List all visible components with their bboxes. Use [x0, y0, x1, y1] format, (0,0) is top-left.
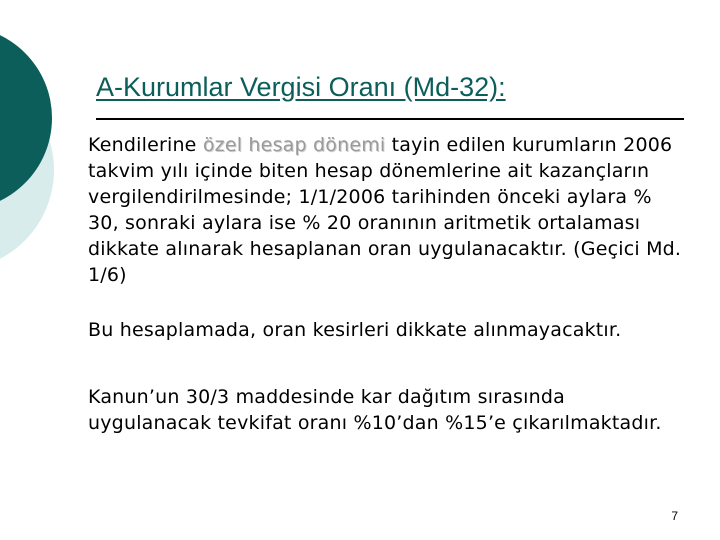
paragraph-fractions: Bu hesaplamada, oran kesirleri dikkate alınmayacaktır.: [88, 319, 622, 341]
highlighted-term: özel hesap dönemi: [202, 134, 386, 156]
decorative-circles: [0, 0, 60, 280]
title-divider: [96, 118, 684, 120]
paragraph-withholding-rate: Kanun’un 30/3 maddesinde kar dağıtım sırasında uygulanacak tevkifat oranı %10’dan %15’e çıkarılmaktadır.: [88, 386, 662, 434]
paragraph1-text-start: Kendilerine: [88, 134, 203, 156]
paragraph1-text-rest: tayin edilen kurumların 2006 takvim yılı içinde biten hesap dönemlerine ait kazançların vergilendirilmesinde; 1/1/2006 tarihinden önceki aylara % 30, sonraki aylara ise % 20 oranının aritmetik ortalaması dikkate alınarak hesaplanan oran uygulanacaktır. (Geçici Md. 1/6): [88, 134, 682, 286]
slide-title: A-Kurumlar Vergisi Oranı (Md-32):: [96, 72, 506, 102]
paragraph-special-period: [88, 132, 688, 288]
page-number: 7: [671, 509, 678, 523]
